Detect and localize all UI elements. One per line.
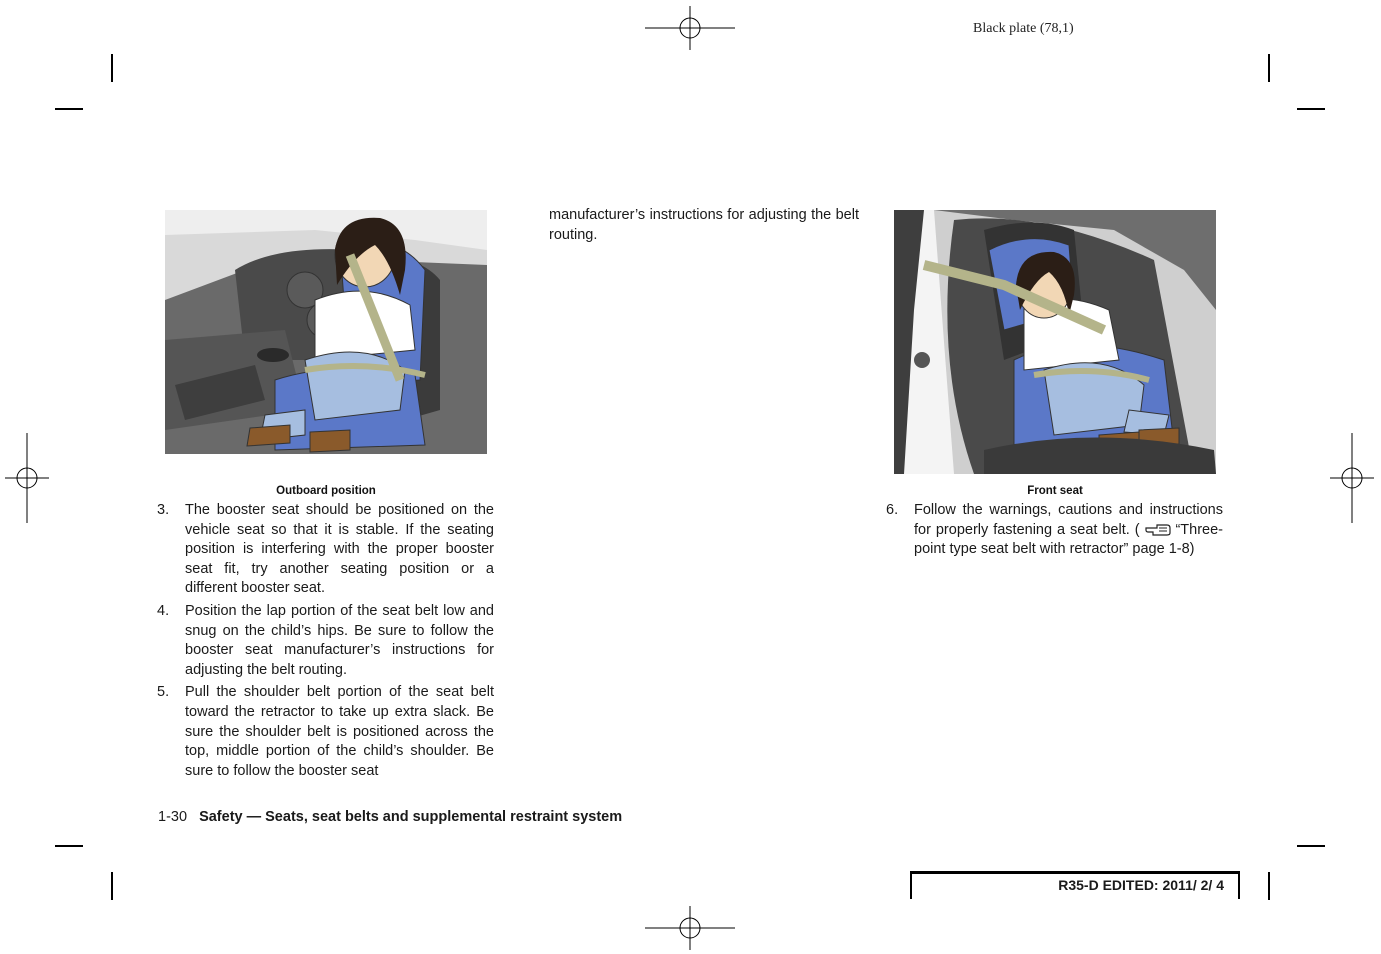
step-text-before: Follow the warnings, cautions and instructions for properly fastening a seat belt. ( [914, 502, 1223, 538]
steps-left-column [157, 501, 494, 784]
list-item [886, 501, 1223, 560]
figure-outboard-position [165, 210, 487, 454]
page-number: 1-30 [158, 809, 188, 825]
list-item [157, 602, 494, 680]
steps-right-column [886, 501, 1223, 563]
crosshair-top-icon [645, 6, 735, 50]
step-number: 3. [157, 502, 170, 518]
step-number: 5. [157, 684, 170, 701]
list-item [157, 501, 494, 599]
step-text: The booster seat should be positioned on the vehicle seat so that it is stable. If the seating position is interfering with the proper booster seat fit, try another seating position or a different booster seat. [185, 502, 494, 597]
step-text: Pull the shoulder belt portion of the seat belt toward the retractor to take up extra slack. Be sure the shoulder belt is positioned across the top, middle portion of the child’s shoulder. Be sure to follow the booster seat [185, 684, 494, 779]
crosshair-left-icon [5, 433, 49, 523]
figure-caption-outboard: Outboard position [276, 485, 376, 497]
continuation-text: manufacturer’s instructions for adjusting the belt routing. [549, 207, 859, 243]
crosshair-right-icon [1330, 433, 1374, 523]
middle-column [549, 206, 859, 245]
step-text-after: “Three-point type seat belt with retractor” page 1-8) [914, 521, 1223, 558]
edited-stamp: R35-D EDITED: 2011/ 2/ 4 [1058, 877, 1224, 893]
figure-front-seat [894, 210, 1216, 474]
figure-caption-front: Front seat [1027, 485, 1083, 497]
page-footer [158, 809, 622, 825]
plate-label: Black plate (78,1) [973, 21, 1074, 36]
section-title: Safety — Seats, seat belts and supplemental restraint system [199, 809, 623, 825]
reference-hand-icon[interactable] [1145, 522, 1171, 536]
list-item [157, 683, 494, 781]
child-booster-seat-front-illustration [894, 210, 1216, 474]
step-number: 4. [157, 602, 170, 619]
crosshair-bottom-icon [645, 906, 735, 950]
step-number: 6. [886, 502, 899, 518]
step-text [914, 501, 1223, 560]
child-booster-seat-outboard-illustration [165, 210, 487, 454]
edited-box [910, 871, 1240, 899]
step-text: Position the lap portion of the seat belt low and snug on the child’s hips. Be sure to follow the booster seat manufacturer’s instructions for adjusting the belt routing. [185, 602, 494, 678]
